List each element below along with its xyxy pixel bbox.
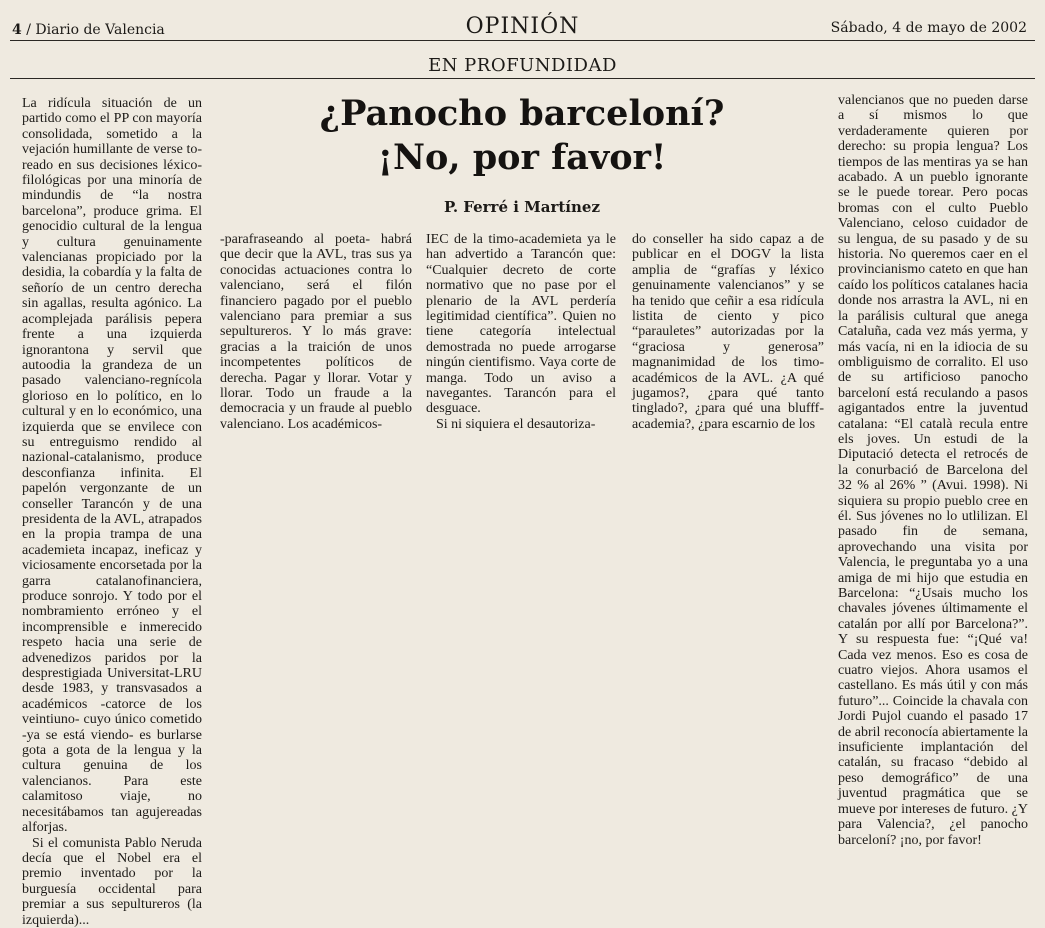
article-column-1: [22, 96, 202, 928]
section-title: OPINIÓN: [465, 14, 580, 39]
section-rule: [10, 78, 1035, 79]
page-number: 4: [12, 22, 22, 38]
header-rule: [10, 40, 1035, 41]
page-header: [0, 0, 1045, 44]
column-4-text: do conseller ha sido capaz a de publicar en el DOGV la lista amplia de “grafías y léxico genuinamente valencianos” y se ha tenido que ceñir a esa ridícula listita de ciento y pico “parauletes” autorizadas por la “graciosa y generosa” magnanimidad de los timo-académicos de la AVL. ¿A qué jugamos?, ¿para qué tanto tinglado?, ¿para qué una blufff-academia?, ¿para escarnio de los: [632, 232, 824, 432]
headline-line-1: ¿Panocho barceloní?: [319, 93, 725, 134]
issue-date: Sábado, 4 de mayo de 2002: [830, 20, 1027, 36]
article-column-4: [632, 232, 824, 432]
column-3-paragraph-2: Si ni siquiera el desautoriza-: [436, 416, 596, 432]
article-column-2: [220, 232, 412, 432]
column-3-paragraph-1: IEC de la timo-academieta ya le han advertido a Tarancón que: “Cualquier decreto de corte normativo que no pase por el plenario de la AVL perdería legitimidad científica”. Quien no tiene categoría intelectual demostrada no puede arrogarse ningún cientifismo. Vaya corte de manga. Todo un aviso a navegantes. Tarancón para el desguace.: [426, 232, 616, 417]
article-column-3: [426, 232, 616, 432]
publication-name: / Diario de Valencia: [26, 22, 165, 38]
article-byline: P. Ferré i Martínez: [444, 198, 600, 216]
column-1-paragraph-1: La ridícula situación de un partido como el PP con mayoría consolidada, sometido a la vejación humillante de verse to-reado en sus decisiones léxico-filológicas por una minoría de mindundis de “la nostra barcelona”, produce grima. El genocidio cultural de la lengua y cultura genuinamente valencianas propiciado por la desidia, la cobardía y la falta de señorío de un centro derecha sin agallas, resulta agónico. La acomplejada parálisis pepera frente a una izquierda ignorantona y servil que autoodia la grandeza de un pasado valenciano-regnícola glorioso en lo político, en lo cultural y en lo económico, una izquierda que se envilece con su entreguismo rendido al nazional-catalanismo, produce desconfianza infinita. El papelón vergonzante de un conseller Tarancón y de una presidenta de la AVL, atrapados en la propia trampa de una academieta incapaz, ineficaz y viciosamente encorsetada por la garra catalanofinanciera, produce sonrojo. Y todo por el nombramiento erróneo y el incomprensible e inmerecido respeto hacia una serie de advenedizos paridos por la desprestigiada Universitat-LRU desde 1983, y transvasados a académicos -catorce de los veintiuno- cuyo único cometido -ya se está viendo- es burlarse gota a gota de la lengua y la cultura genuina de los valencianos. Para este calamitoso viaje, no necesitábamos tan agujereadas alforjas.: [22, 96, 202, 836]
headline-line-2: ¡No, por favor!: [377, 137, 667, 178]
column-2-text: -parafraseando al poeta- habrá que decir que la AVL, tras sus ya conocidas actuaciones contra lo valenciano, será el filón financiero pagado por el pueblo valenciano para premiar a sus sepultureros. Y lo más grave: gracias a la traición de unos incompetentes políticos de derecha. Pagar y llorar. Votar y llorar. Todo un fraude a la democracia y un fraude al pueblo valenciano. Los académicos-: [220, 232, 412, 432]
column-5-text: valencianos que no pueden darse a sí mismos lo que verdaderamente quieren por derecho: su propia lengua? Los tiempos de las mentiras ya se han acabado. A un pueblo ignorante se le puede torear. Pero pocas bromas con el culto Pueblo Valenciano, celoso cuidador de su lengua, de su pasado y de su historia. No queremos caer en el provincianismo cateto en que han caído los políticos catalanes hacia donde nos arrastra la AVL, ni en la parálisis cultural que anega Cataluña, cada vez más yerma, y más vacía, ni en la idiocia de su ombliguismo de corralito. El uso de su artificioso panocho barceloní está reculando a pasos agigantados entre la juventud catalana: “El català recula entre els joves. Un estudi de la Diputació detecta el retrocés de la conurbació de Barcelona del 32 % al 26% ” (Avui. 1998). Ni siquiera su propio pueblo cree en él. Sus jóvenes no lo utlilizan. El pasado fin de semana, aprovechando una visita por Valencia, le preguntaba yo a una amiga de mi hijo que estudia en Barcelona: “¿Usais mucho los chavales jóvenes últimamente el catalán por allí por Barcelona?”. Y su respuesta fue: “¡Qué va! Cada vez menos. Eso es cosa de cuatro viejos. Ahora usamos el castellano. Es más útil y con más futuro”... Coincide la chavala con Jordi Pujol cuando el pasado 17 de abril reconocía abiertamente la insuficiente implantación del catalán, su fracaso “debido al peso demográfico” de una juventud pragmática que se mueve por intereses de futuro. ¿Y para Valencia?, ¿el panocho barceloní? ¡no, por favor!: [838, 93, 1028, 848]
section-heading: EN PROFUNDIDAD: [428, 55, 617, 76]
column-1-paragraph-2: Si el comunista Pablo Neruda decía que el Nobel era el premio inventado por la burguesía occidental para premiar a sus sepultureros (la izquierda)...: [22, 835, 202, 928]
article-headline: [220, 92, 824, 180]
article-column-5: [838, 93, 1028, 858]
